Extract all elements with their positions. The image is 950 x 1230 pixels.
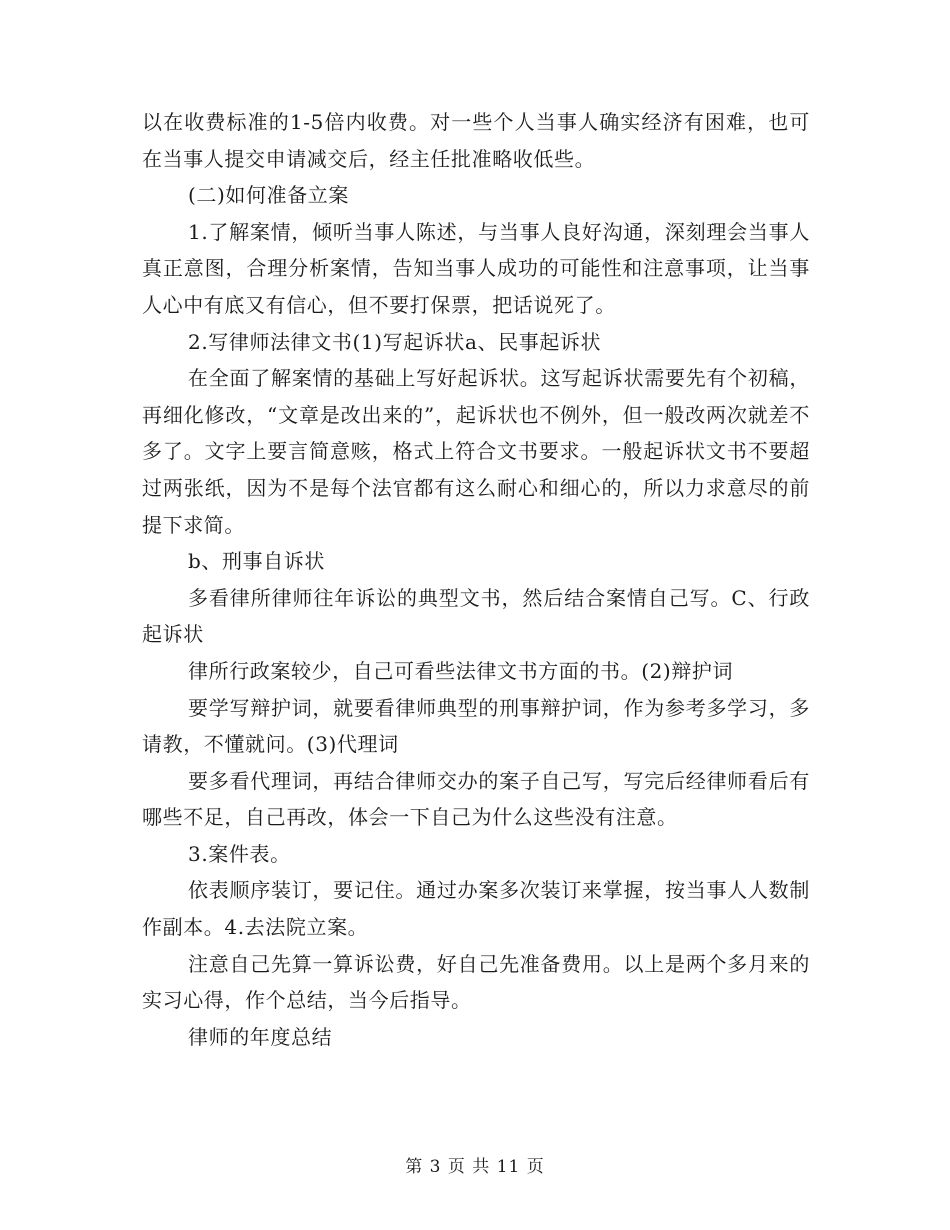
page-number-footer: 第 3 页 共 11 页: [405, 1157, 545, 1177]
paragraph-7: 多看律所律师往年诉讼的典型文书，然后结合案情自己写。C、行政起诉状: [142, 585, 810, 647]
paragraph-4: 2.写律师法律文书(1)写起诉状a、民事起诉状: [188, 329, 602, 354]
paragraph-13: 注意自己先算一算诉讼费，好自己先准备费用。以上是两个多月来的实习心得，作个总结，当今后指导。: [142, 951, 810, 1013]
paragraph-11: 3.案件表。: [188, 841, 291, 866]
document-body: [142, 104, 810, 1055]
paragraph-2: (二)如何准备立案: [188, 183, 350, 208]
paragraph-5: 在全面了解案情的基础上写好起诉状。这写起诉状需要先有个初稿，再细化修改，“文章是改出来的”，起诉状也不例外，但一般改两次就差不多了。文字上要言简意赅，格式上符合文书要求。一般起诉状文书不要超过两张纸，因为不是每个法官都有这么耐心和细心的，所以力求意尽的前提下求简。: [142, 366, 810, 537]
paragraph-8: 律所行政案较少，自己可看些法律文书方面的书。(2)辩护词: [188, 658, 734, 683]
paragraph-12: 依表顺序装订，要记住。通过办案多次装订来掌握，按当事人人数制作副本。4.去法院立案。: [142, 878, 810, 940]
paragraph-6: b、刑事自诉状: [188, 549, 326, 574]
paragraph-1: 以在收费标准的1-5倍内收费。对一些个人当事人确实经济有困难，也可在当事人提交申请减交后，经主任批准略收低些。: [142, 110, 810, 171]
paragraph-14: 律师的年度总结: [188, 1024, 333, 1049]
paragraph-3: 1.了解案情，倾听当事人陈述，与当事人良好沟通，深刻理会当事人真正意图，合理分析案情，告知当事人成功的可能性和注意事项，让当事人心中有底又有信心，但不要打保票，把话说死了。: [142, 219, 810, 317]
paragraph-10: 要多看代理词，再结合律师交办的案子自己写，写完后经律师看后有哪些不足，自己再改，体会一下自己为什么这些没有注意。: [142, 768, 810, 830]
paragraph-9: 要学写辩护词，就要看律师典型的刑事辩护词，作为参考多学习，多请教，不懂就问。(3)代理词: [142, 695, 810, 757]
